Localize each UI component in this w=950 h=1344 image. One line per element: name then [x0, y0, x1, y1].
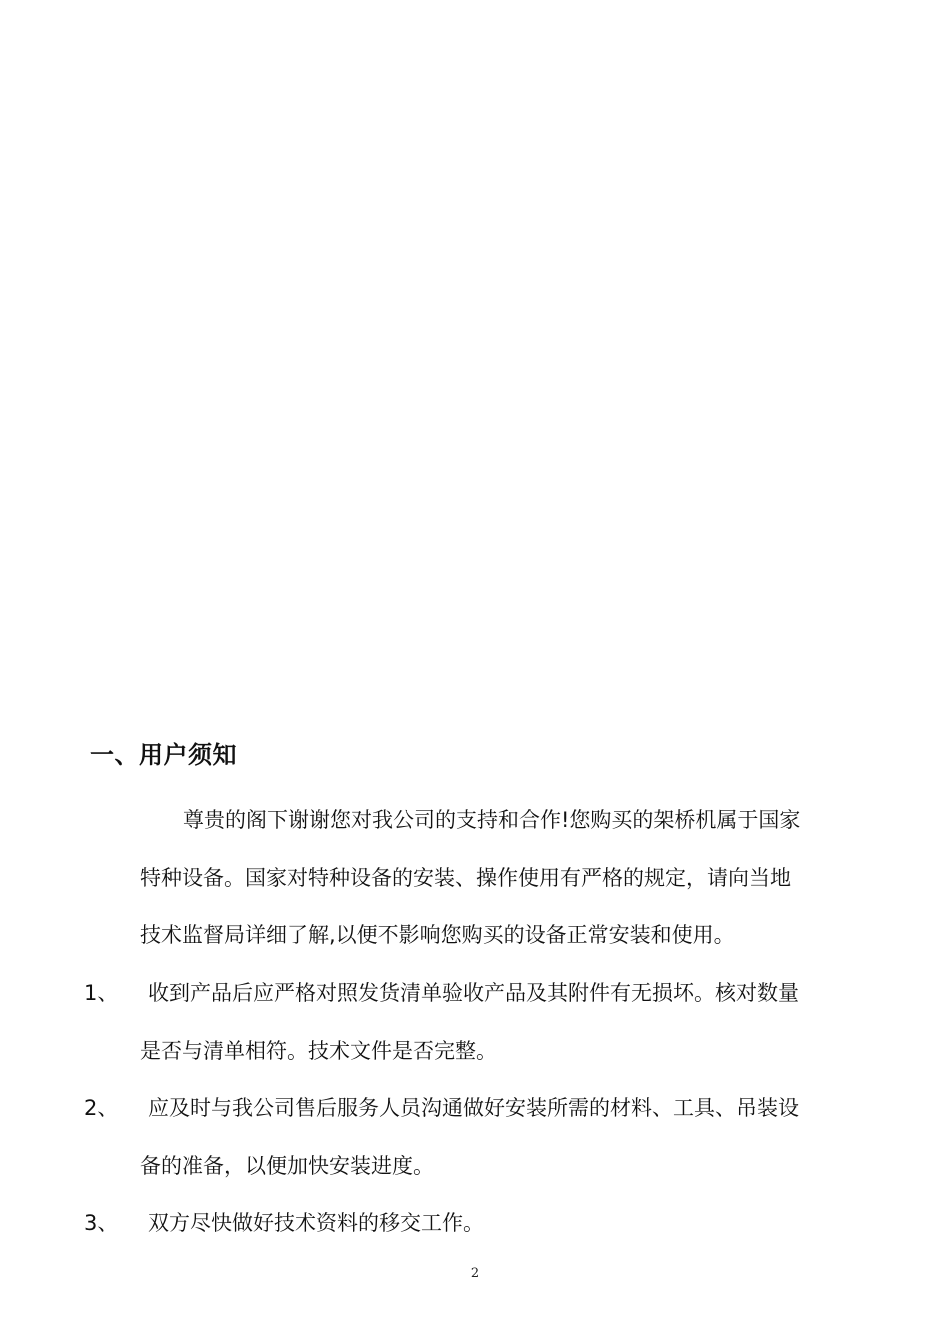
list-item-2-line-2: 备的准备，以便加快安装进度。: [140, 1154, 434, 1178]
list-item-number-3: 3、: [84, 1211, 119, 1235]
intro-line-3: 技术监督局详细了解,以便不影响您购买的设备正常安装和使用。: [140, 923, 735, 947]
intro-line-2: 特种设备。国家对特种设备的安装、操作使用有严格的规定，请向当地: [140, 866, 791, 890]
intro-line-1: 尊贵的阁下谢谢您对我公司的支持和合作!您购买的架桥机属于国家: [183, 808, 801, 832]
list-item-3-line-1: 双方尽快做好技术资料的移交工作。: [148, 1211, 484, 1235]
list-item-2-line-1: 应及时与我公司售后服务人员沟通做好安装所需的材料、工具、吊装设: [148, 1096, 799, 1120]
list-item-number-1: 1、: [84, 981, 119, 1005]
section-heading: 一、用户须知: [90, 741, 237, 769]
list-item-1-line-2: 是否与清单相符。技术文件是否完整。: [140, 1039, 497, 1063]
list-item-1-line-1: 收到产品后应严格对照发货清单验收产品及其附件有无损坏。核对数量: [148, 981, 799, 1005]
list-item-number-2: 2、: [84, 1096, 119, 1120]
page-number: 2: [470, 1266, 480, 1281]
